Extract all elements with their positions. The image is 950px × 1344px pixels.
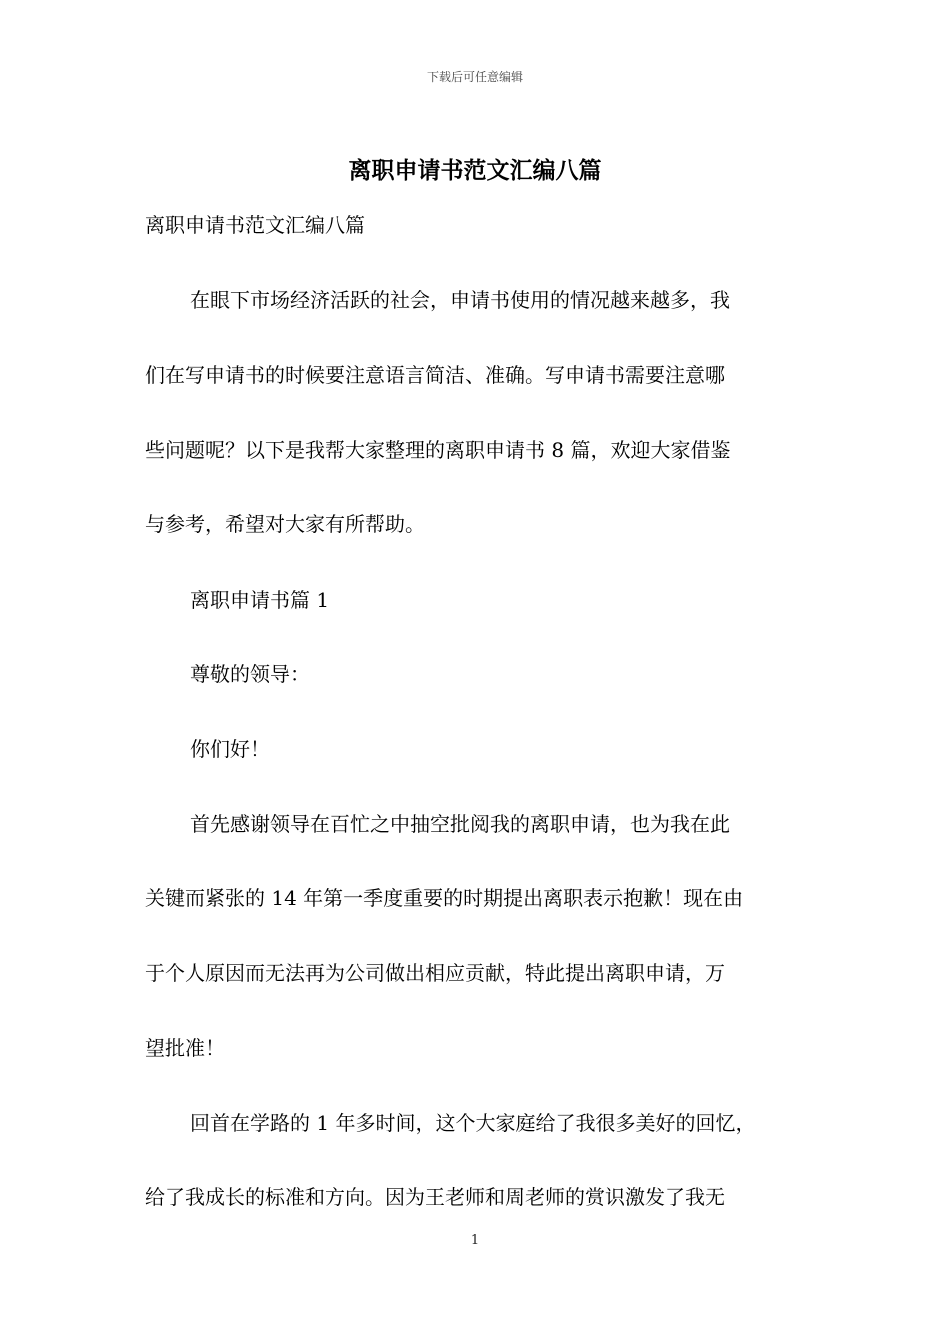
section-heading: 离职申请书篇 1 <box>190 588 330 612</box>
paragraph-line: 给了我成长的标准和方向。因为王老师和周老师的赏识激发了我无 <box>145 1185 725 1209</box>
paragraph-line: 于个人原因而无法再为公司做出相应贡献，特此提出离职申请，万 <box>145 961 725 985</box>
paragraph-line: 与参考，希望对大家有所帮助。 <box>145 512 425 536</box>
greeting-line: 你们好！ <box>190 737 270 761</box>
subtitle-line: 离职申请书范文汇编八篇 <box>145 213 365 237</box>
paragraph-line: 望批准！ <box>145 1036 225 1060</box>
page-number: 1 <box>470 1233 480 1248</box>
document-title: 离职申请书范文汇编八篇 <box>348 157 602 184</box>
paragraph-line: 回首在学路的 1 年多时间，这个大家庭给了我很多美好的回忆， <box>190 1111 756 1135</box>
paragraph-line: 们在写申请书的时候要注意语言简洁、准确。写申请书需要注意哪 <box>145 363 725 387</box>
paragraph-line: 些问题呢？以下是我帮大家整理的离职申请书 8 篇，欢迎大家借鉴 <box>145 438 731 462</box>
header-note: 下载后可任意编辑 <box>426 70 523 84</box>
paragraph-line: 首先感谢领导在百忙之中抽空批阅我的离职申请，也为我在此 <box>190 812 730 836</box>
paragraph-line: 关键而紧张的 14 年第一季度重要的时期提出离职表示抱歉！现在由 <box>145 886 744 910</box>
salutation-line: 尊敬的领导： <box>190 662 310 686</box>
paragraph-line: 在眼下市场经济活跃的社会，申请书使用的情况越来越多，我 <box>190 288 730 312</box>
